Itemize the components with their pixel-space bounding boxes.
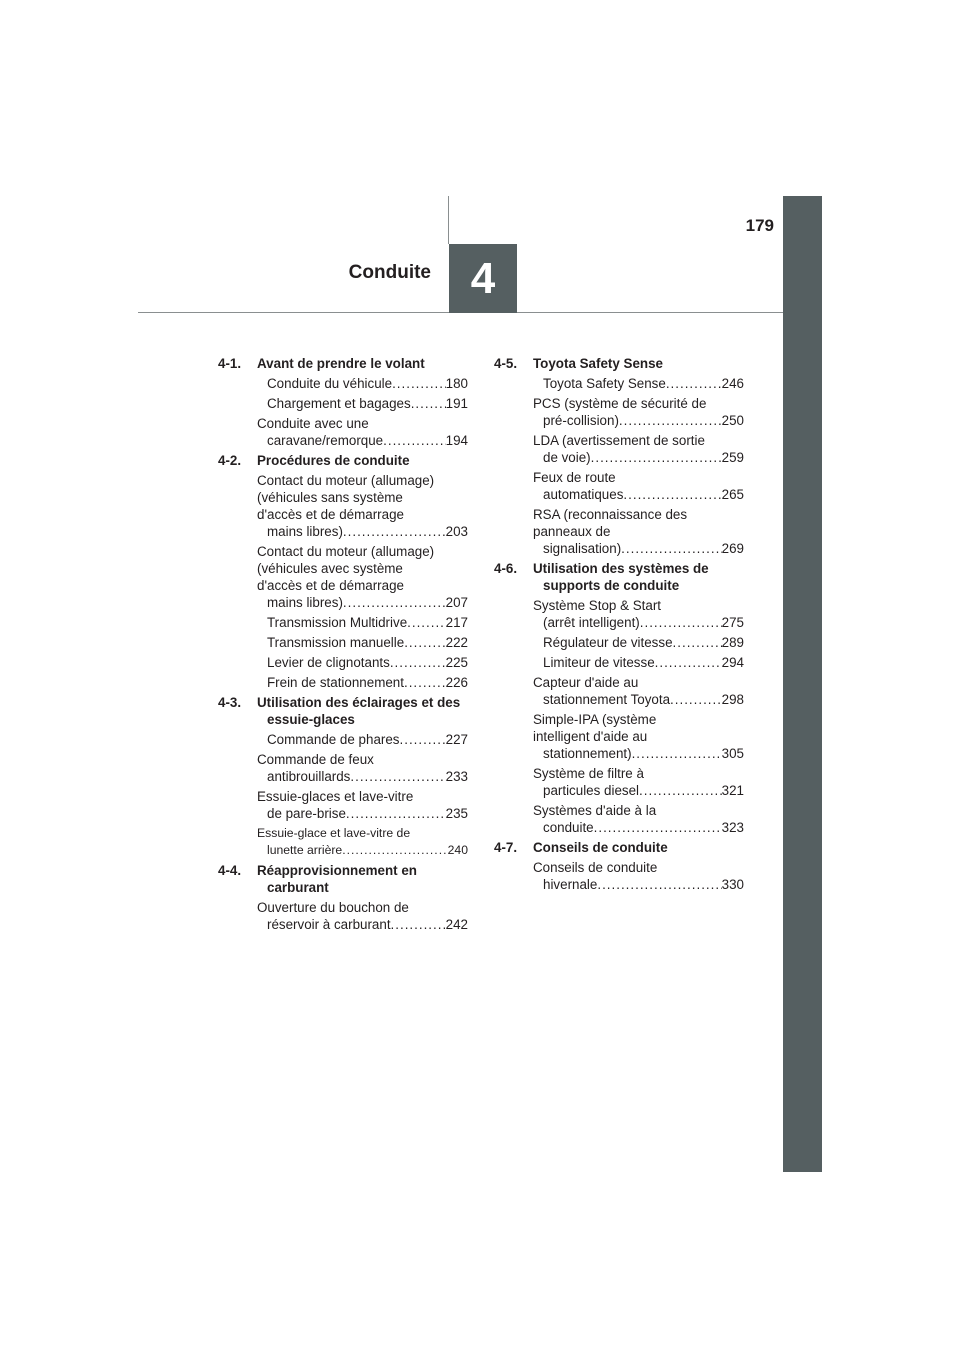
dot-leader [343,523,446,540]
entry-leader-line [543,634,744,651]
toc-entry[interactable] [257,751,468,785]
toc-entry[interactable] [257,395,468,412]
toc-entry[interactable] [257,614,468,631]
entry-page-number: 305 [721,746,744,761]
entry-leader-line [267,805,468,822]
toc-entry[interactable] [533,506,744,557]
section-heading [494,839,744,856]
section-number: 4-4. [218,863,242,878]
entry-page-number: 191 [445,396,468,411]
entry-text: mains libres) [267,595,343,610]
entry-text-line: Essuie-glaces et lave-vitre [257,789,414,804]
entry-text: antibrouillards [267,769,351,784]
entry-text: Transmission Multidrive [267,615,408,630]
section-number: 4-2. [218,453,242,468]
entry-leader-line [543,654,744,671]
entry-text-line: Systèmes d'aide à la [533,803,657,818]
entry-leader-line [543,819,744,836]
header-vertical-rule [448,196,449,244]
chapter-side-tab [783,196,822,1172]
toc-section [218,355,468,449]
dot-leader [623,486,721,503]
entry-page-number: 323 [721,820,744,835]
toc-section [494,560,744,836]
entry-leader-line [543,691,744,708]
entry-text-line: Capteur d'aide au [533,675,639,690]
entry-page-number: 222 [445,635,468,650]
dot-leader [655,654,722,671]
entry-page-number: 298 [721,692,744,707]
entry-leader-line [543,540,744,557]
entry-leader-line [543,449,744,466]
toc-entry[interactable] [533,859,744,893]
toc-entry[interactable] [533,802,744,836]
entry-text: stationnement Toyota [543,692,671,707]
entry-page-number: 194 [445,433,468,448]
entry-page-number: 259 [721,450,744,465]
dot-leader [619,412,722,429]
entry-text: mains libres) [267,524,343,539]
entry-page-number: 321 [721,783,744,798]
toc-entry[interactable] [533,654,744,671]
dot-leader [346,805,446,822]
entry-leader-line [267,594,468,611]
dot-leader [404,674,446,691]
toc-section [218,694,468,859]
entry-text: de pare-brise [267,806,346,821]
entry-page-number: 203 [445,524,468,539]
entry-text: Régulateur de vitesse [543,635,673,650]
toc-entry[interactable] [257,825,468,859]
entry-page-number: 226 [445,675,468,690]
toc-entry[interactable] [533,597,744,631]
entry-text: particules diesel [543,783,640,798]
entry-text-line: Conduite avec une [257,416,369,431]
dot-leader [621,540,722,557]
entry-page-number: 235 [445,806,468,821]
section-heading [494,355,744,372]
dot-leader [383,432,446,449]
entry-text-line: Feux de route [533,470,616,485]
entry-leader-line [543,614,744,631]
entry-text-line: d'accès et de démarrage [257,578,404,593]
page-number: 179 [745,216,774,235]
entry-text: Levier de clignotants [267,655,390,670]
entry-text-line: panneaux de [533,524,611,539]
entry-text-line: Contact du moteur (allumage) [257,544,435,559]
dot-leader [350,768,445,785]
entry-text-line: intelligent d'aide au [533,729,648,744]
entry-leader-line [267,674,468,691]
dot-leader [407,614,446,631]
toc-entry[interactable] [533,469,744,503]
dot-leader [639,782,722,799]
toc-entry[interactable] [533,765,744,799]
section-number: 4-6. [494,561,518,576]
entry-leader-line [543,745,744,762]
toc-entry[interactable] [257,899,468,933]
entry-page-number: 294 [721,655,744,670]
entry-leader-line [543,375,744,392]
toc-column-left [218,355,468,936]
entry-text-line: (véhicules sans système [257,490,403,505]
entry-text: Conduite du véhicule [267,376,393,391]
entry-page-number: 330 [721,877,744,892]
entry-text: Commande de phares [267,732,400,747]
entry-page-number: 233 [445,769,468,784]
entry-text-line: Contact du moteur (allumage) [257,473,435,488]
entry-text-line: Commande de feux [257,752,374,767]
section-title: Utilisation des éclairages et des essuie-glaces [257,695,461,727]
toc-section [494,839,744,893]
chapter-title: Conduite [348,262,431,283]
toc-entry[interactable] [257,674,468,691]
entry-page-number: 275 [721,615,744,630]
toc-entry[interactable] [533,711,744,762]
dot-leader [591,449,722,466]
entry-text: signalisation) [543,541,622,556]
toc-entry[interactable] [257,543,468,611]
entry-page-number: 227 [445,732,468,747]
entry-text: automatiques [543,487,624,502]
toc-section [218,452,468,691]
dot-leader [343,594,446,611]
entry-leader-line [267,523,468,540]
dot-leader [670,691,722,708]
entry-text-line: RSA (reconnaissance des [533,507,688,522]
toc-entry[interactable] [257,415,468,449]
entry-leader-line [267,916,468,933]
entry-leader-line [267,614,468,631]
entry-page-number: 180 [445,376,468,391]
section-title: Réapprovisionnement en carburant [257,863,417,895]
toc-entry[interactable] [533,395,744,429]
dot-leader [342,842,447,859]
entry-text-line: PCS (système de sécurité de [533,396,707,411]
entry-page-number: 217 [445,615,468,630]
entry-page-number: 250 [721,413,744,428]
toc-entry[interactable] [533,674,744,708]
entry-text: pré-collision) [543,413,619,428]
entry-text: lunette arrière [267,843,343,857]
toc-entry[interactable] [533,634,744,651]
toc-entry[interactable] [257,788,468,822]
dot-leader [640,614,722,631]
section-number: 4-7. [494,840,518,855]
toc-entry[interactable] [257,634,468,651]
entry-leader-line [267,654,468,671]
entry-text: Transmission manuelle [267,635,405,650]
section-title: Procédures de conduite [257,453,410,468]
entry-text-line: Simple-IPA (système [533,712,657,727]
toc-entry[interactable] [533,375,744,392]
dot-leader [390,654,446,671]
entry-leader-line [267,395,468,412]
entry-text: stationnement) [543,746,632,761]
entry-text-line: Ouverture du bouchon de [257,900,409,915]
dot-leader [594,819,722,836]
entry-text: Toyota Safety Sense [543,376,666,391]
section-title: Conseils de conduite [533,840,668,855]
entry-leader-line [543,782,744,799]
section-heading [494,560,744,594]
entry-text: Limiteur de vitesse [543,655,655,670]
section-title: Toyota Safety Sense [533,356,663,371]
entry-leader-line [267,731,468,748]
entry-text: (arrêt intelligent) [543,615,640,630]
dot-leader [411,395,446,412]
entry-text: caravane/remorque [267,433,384,448]
entry-page-number: 225 [445,655,468,670]
entry-text-line: Système de filtre à [533,766,644,781]
dot-leader [392,375,446,392]
entry-page-number: 242 [445,917,468,932]
entry-leader-line [267,375,468,392]
dot-leader [597,876,721,893]
entry-page-number: 265 [721,487,744,502]
section-number: 4-1. [218,356,242,371]
entry-text: de voie) [543,450,591,465]
entry-leader-line [267,842,468,859]
entry-text-line: (véhicules avec système [257,561,403,576]
section-title: Avant de prendre le volant [257,356,425,371]
entry-text-line: d'accès et de démarrage [257,507,404,522]
entry-leader-line [267,634,468,651]
dot-leader [666,375,722,392]
entry-page-number: 269 [721,541,744,556]
entry-text: Frein de stationnement [267,675,404,690]
dot-leader [404,634,445,651]
entry-page-number: 289 [721,635,744,650]
entry-leader-line [267,768,468,785]
entry-text-line: Essuie-glace et lave-vitre de [257,826,411,840]
section-heading [218,862,468,896]
toc-entry[interactable] [257,731,468,748]
toc-entry[interactable] [533,432,744,466]
entry-page-number: 207 [445,595,468,610]
entry-text-line: Conseils de conduite [533,860,658,875]
entry-leader-line [543,486,744,503]
entry-text-line: Système Stop & Start [533,598,662,613]
entry-leader-line [543,876,744,893]
entry-leader-line [543,412,744,429]
entry-text-line: LDA (avertissement de sortie [533,433,705,448]
dot-leader [391,916,446,933]
section-heading [218,355,468,372]
entry-text: hivernale [543,877,598,892]
section-heading [218,452,468,469]
toc-entry[interactable] [257,472,468,540]
section-title: Utilisation des systèmes de supports de conduite [533,561,709,593]
chapter-number-box: 4 [449,244,517,313]
toc-section [494,355,744,557]
entry-leader-line [267,432,468,449]
toc-entry[interactable] [257,375,468,392]
entry-text: conduite [543,820,594,835]
toc-column-right [494,355,744,896]
dot-leader [673,634,722,651]
dot-leader [400,731,446,748]
section-number: 4-5. [494,356,518,371]
entry-page-number: 240 [447,843,468,857]
entry-text: Chargement et bagages [267,396,411,411]
dot-leader [632,745,722,762]
section-number: 4-3. [218,695,242,710]
toc-entry[interactable] [257,654,468,671]
section-heading [218,694,468,728]
toc-section [218,862,468,933]
entry-page-number: 246 [721,376,744,391]
entry-text: réservoir à carburant [267,917,391,932]
